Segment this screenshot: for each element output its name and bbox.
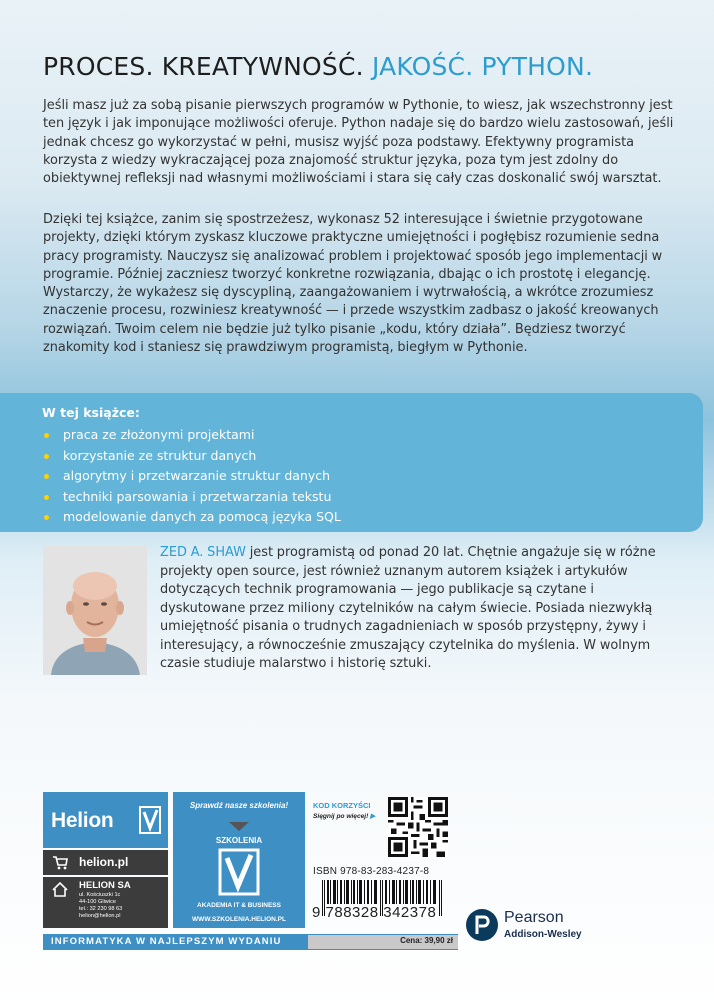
- book-tagline: [43, 52, 593, 81]
- author-name: ZED A. SHAW: [160, 545, 246, 560]
- pearson-logo-icon: [465, 908, 499, 942]
- training-url[interactable]: WWW.SZKOLENIA.HELION.PL: [192, 916, 286, 923]
- feature-item: [44, 425, 341, 446]
- intro-paragraph: Jeśli masz już za sobą pisanie pierwszych programów w Pythonie, to wiesz, jak wszechstronny jest ten język i jak imponujące możliwości oferuje. Python nadaje się do bardzo wielu zastosowań, jeśli jednak chcesz go wykorzystać w pełni, musisz wyjść poza podstawy. Efektywny programista korzysta z wiedzy wykraczającej poza znajomość struktur języka, poza tym jest zdolny do obiektywnej refleksji nad własnymi możliwościami i stara się cały czas doskonalić swój warsztat.: [43, 98, 674, 187]
- features-heading: W tej książce:: [42, 405, 140, 420]
- arrow-down-icon: [229, 822, 249, 831]
- author-photo: [43, 546, 147, 675]
- benefit-code-subtitle: [313, 812, 375, 820]
- price-text: Cena: 39,90 zł: [400, 936, 453, 945]
- home-icon: [52, 882, 68, 897]
- company-name: HELION SA: [79, 880, 131, 891]
- feature-item-text: techniki parsowania i przetwarzania tekstu: [63, 488, 332, 504]
- bullet-icon: [44, 474, 49, 479]
- tagline-part-accent: JAKOŚĆ. PYTHON.: [371, 52, 594, 81]
- bullet-icon: [44, 515, 49, 520]
- imprint-name: Pearson: [504, 909, 564, 926]
- address-line: helion@helion.pl: [79, 913, 121, 919]
- training-tagline: Sprawdź nasze szkolenia!: [189, 801, 289, 810]
- bullet-icon: [44, 433, 49, 438]
- author-bio: [160, 544, 680, 674]
- address-block: [43, 877, 168, 928]
- helion-mark-icon: [139, 806, 161, 834]
- barcode-number: 9 788328 342378: [312, 904, 437, 921]
- benefit-code-title: KOD KORZYŚCI: [313, 801, 371, 810]
- training-subtitle: AKADEMIA IT & BUSINESS: [197, 902, 281, 909]
- address-line: ul. Kościuszki 1c: [79, 892, 121, 898]
- feature-item: [44, 466, 341, 487]
- feature-item-text: praca ze złożonymi projektami: [63, 427, 255, 442]
- training-logo-icon: [218, 848, 260, 896]
- address-lines: [79, 892, 122, 920]
- feature-item-text: algorytmy i przetwarzanie struktur danych: [63, 468, 331, 483]
- benefit-code-subtitle-text: Sięgnij po więcej!: [313, 813, 369, 820]
- feature-item-text: modelowanie danych za pomocą języka SQL: [63, 509, 341, 524]
- tagline-part-dark: PROCES. KREATYWNOŚĆ.: [43, 52, 364, 81]
- imprint-subname: Addison-Wesley: [504, 929, 582, 940]
- isbn-number: ISBN 978-83-283-4237-8: [313, 866, 430, 877]
- address-line: 44-100 Gliwice: [79, 899, 116, 905]
- qr-code-icon[interactable]: [388, 797, 448, 857]
- bullet-icon: [44, 495, 49, 500]
- training-name: SZKOLENIA: [215, 836, 263, 845]
- helion-logo-box: [43, 792, 168, 848]
- helion-logo: Helion: [51, 809, 114, 832]
- training-box[interactable]: [173, 792, 305, 928]
- feature-item-text: korzystanie ze struktur danych: [63, 447, 257, 463]
- feature-item: [44, 487, 341, 508]
- bullet-icon: [44, 454, 49, 459]
- description-paragraph: Dzięki tej książce, zanim się spostrzeżesz, wykonasz 52 interesujące i świetnie przygotowane projekty, dzięki którym zyskasz kluczowe praktyczne umiejętności i pogłębisz rozumienie sedna pracy programisty. Nauczysz się analizować problem i projektować sposób jego implementacji w programie. Później zaczniesz tworzyć konkretne rozwiązania, dbając o ich prostotę i elegancję. Wystarczy, że wykażesz się dyscypliną, zaangażowaniem i wytrwałością, a wkrótce zrozumiesz znaczenie procesu, rozwiniesz kreatywność — i przede wszystkim zadbasz o jakość kreowanych rozwiązań. Twoim celem nie będzie już tylko pisanie „kodu, który działa”. Będziesz tworzyć znakomity kod i staniesz się prawdziwym programistą, biegłym w Pythonie.: [43, 212, 663, 356]
- play-arrow-icon: ▶: [370, 813, 376, 820]
- author-portrait-icon: [43, 546, 147, 675]
- address-line: tel.: 32 230 98 63: [79, 906, 123, 912]
- website-row[interactable]: [43, 850, 168, 875]
- price-box: [308, 935, 458, 949]
- author-bio-text: jest programistą od ponad 20 lat. Chętnie angażuje się w różne projekty open source, jest również uznanym autorem książek i artykułów dotyczących technik programowania — jego publikacje są czytane i dyskutowane przez miliony czytelników na całym świecie. Posiada niezwykłą umiejętność pisania o trudnych zagadnieniach w sposób przystępny, żywy i interesujący, a równocześnie zmuszający czytelnika do myślenia. W wolnym czasie studiuje malarstwo i historię sztuki.: [160, 545, 656, 671]
- slogan-text: INFORMATYKA W NAJLEPSZYM WYDANIU: [51, 936, 282, 947]
- publisher-panel: [43, 792, 305, 950]
- feature-item: [44, 507, 341, 528]
- website-link[interactable]: helion.pl: [79, 855, 129, 869]
- cart-icon: [52, 855, 68, 870]
- feature-item: [44, 446, 341, 467]
- features-list: [44, 425, 341, 528]
